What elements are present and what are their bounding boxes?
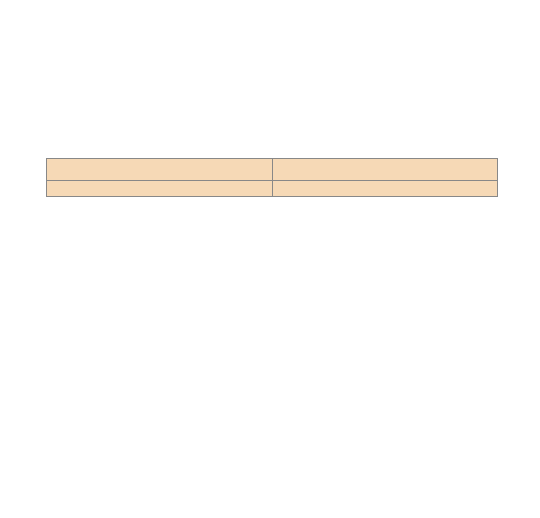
table-subhead	[272, 181, 498, 197]
table-subhead-blank	[47, 181, 273, 197]
table-head-right	[272, 159, 498, 181]
promo-table	[46, 158, 498, 197]
table-head-left	[47, 159, 273, 181]
